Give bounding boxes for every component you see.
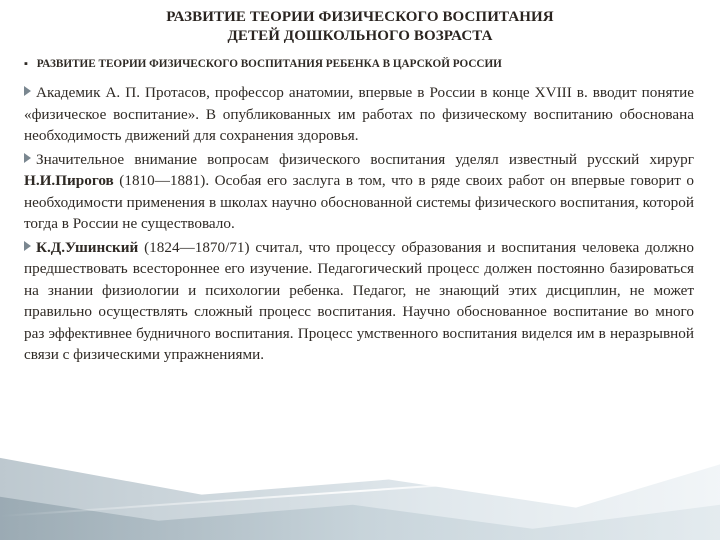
paragraph-pre: Значительное внимание вопросам физического воспитания уделял известный русский хирург [36,150,694,168]
paragraph-lead-bold: Н.И.Пирогов [24,172,114,189]
section-heading-text: РАЗВИТИЕ ТЕОРИИ ФИЗИЧЕСКОГО ВОСПИТАНИЯ РЕБЕНКА В ЦАРСКОЙ РОССИИ [36,58,502,70]
paragraph-protasov [24,82,694,147]
slide-title-line-1: РАЗВИТИЕ ТЕОРИИ ФИЗИЧЕСКОГО ВОСПИТАНИЯ [166,9,554,25]
arrow-bullet-icon [24,241,31,251]
section-heading [24,58,694,70]
slide-title [0,8,720,46]
slide-title-line-2: ДЕТЕЙ ДОШКОЛЬНОГО ВОЗРАСТА [227,28,493,44]
body-text [24,82,694,368]
arrow-bullet-icon [24,153,31,163]
paragraph-lead: Академик А. П. Протасов [36,84,207,101]
arrow-bullet-icon [24,86,31,96]
paragraph-ushinsky [24,237,694,366]
paragraph-pirogov [24,149,694,235]
paragraph-text: (1810—1881). Особая его заслуга в том, что в ряде своих работ он впервые говорит о необходимости применения в школах научно обоснованной системы физического воспитания, которой тогда в России не существовало. [24,172,694,232]
square-bullet-icon: ▪ [24,58,28,70]
paragraph-text: , профессор анатомии, впервые в России в конце XVIII в. вводит понятие «физическое воспитание». В опубликованных им работах по физическому воспитанию обоснована необходимость движений для сохранения здоровья. [24,84,695,144]
paragraph-text: (1824—1870/71) считал, что процессу образования и воспитания человека должно предшествовать всестороннее его изучение. Педагогический процесс должен постоянно базироваться на знании физиологии и психологии ребенка. Педагог, не знающий этих дисциплин, не может правильно осуществлять сложный процесс воспитания. Научно обоснованное воспитание во много раз эффективнее будничного воспитания. Процесс умственного воспитания виделся им в неразрывной связи с физическими упражнениями. [24,238,694,363]
paragraph-lead-bold: К.Д.Ушинский [36,238,139,256]
